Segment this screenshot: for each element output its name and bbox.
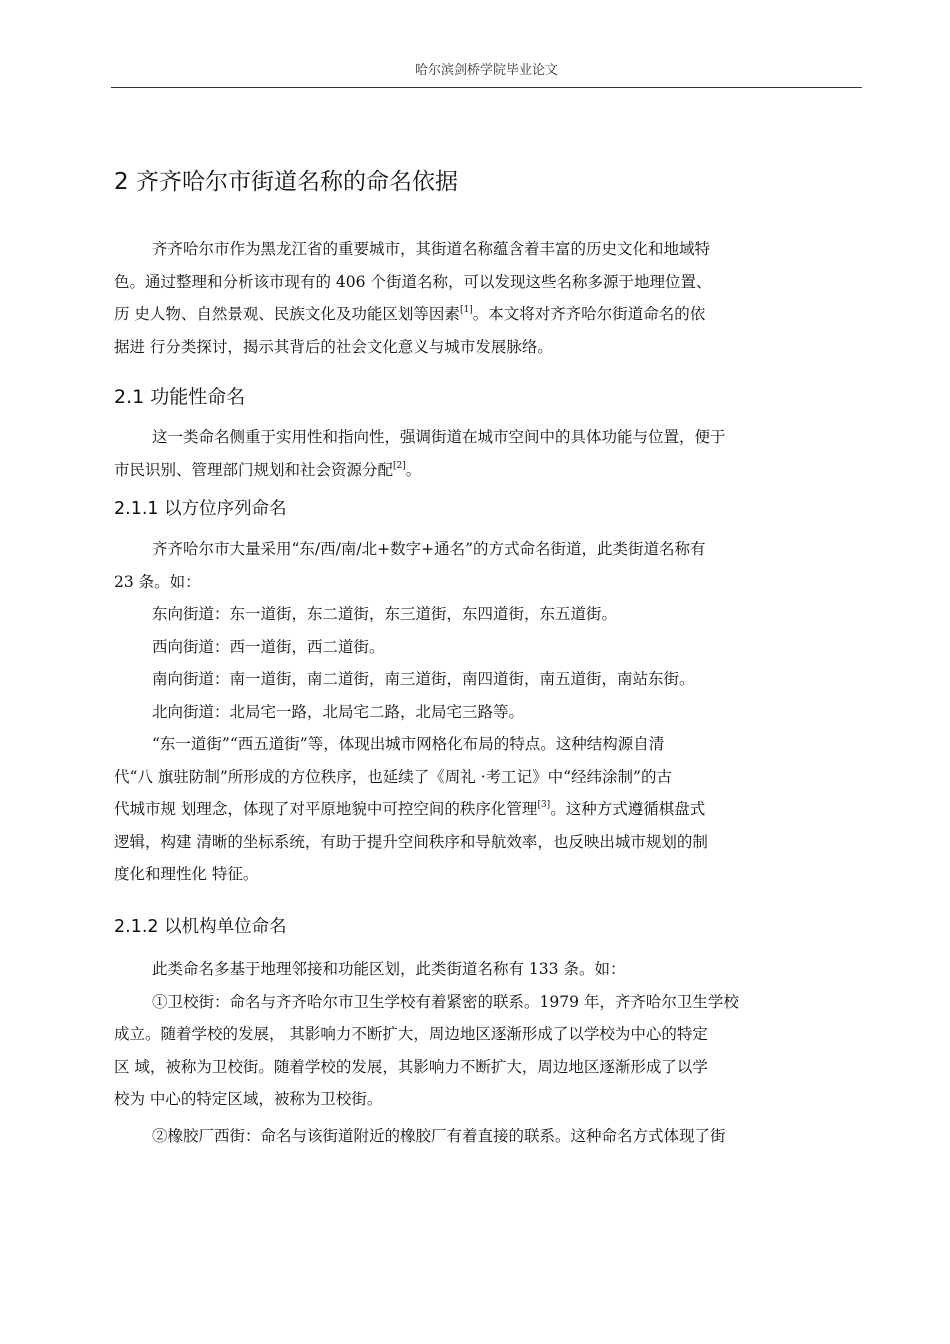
citation-ref: [3] bbox=[537, 800, 551, 810]
text-line: ②橡胶厂西街：命名与该街道附近的橡胶厂有着直接的联系。这种命名方式体现了街 bbox=[152, 1127, 726, 1145]
list-item-south: 南向街道：南一道街，南二道街，南三道街，南四道街，南五道街，南站东街。 bbox=[152, 670, 695, 688]
text-line: 历 史人物、自然景观、民族文化及功能区划等因素[1]。本文将对齐齐哈尔街道命名的依 bbox=[114, 305, 706, 323]
list-item-east: 东向街道：东一道街，东二道街，东三道街，东四道街，东五道街。 bbox=[152, 605, 618, 623]
text-line: 据进 行分类探讨，揭示其背后的社会文化意义与城市发展脉络。 bbox=[114, 337, 553, 356]
text-line: 成立。随着学校的发展， 其影响力不断扩大，周边地区逐渐形成了以学校为中心的特定 bbox=[114, 1025, 708, 1043]
text-line: 逻辑，构建 清晰的坐标系统，有助于提升空间秩序和导航效率，也反映出城市规划的制 bbox=[114, 832, 708, 851]
list-item-weixiao-street: ①卫校街：命名与齐齐哈尔市卫生学校有着紧密的联系。1979 年，齐齐哈尔卫生学校 bbox=[152, 992, 739, 1011]
text-line: 市民识别、管理部门规划和社会资源分配[2]。 bbox=[114, 460, 422, 479]
chapter-title: 2 齐齐哈尔市街道名称的命名依据 bbox=[114, 169, 458, 195]
citation-ref: [1] bbox=[459, 305, 473, 315]
text-line: 齐齐哈尔市作为黑龙江省的重要城市，其街道名称蕴含着丰富的历史文化和地域特 bbox=[152, 240, 711, 258]
section-heading-2-1-2: 2.1.2 以机构单位命名 bbox=[114, 917, 287, 937]
section-heading-2-1-1: 2.1.1 以方位序列命名 bbox=[114, 499, 287, 519]
text-line: 校为 中心的特定区域，被称为卫校街。 bbox=[114, 1090, 383, 1108]
text-line: 23 条。如： bbox=[114, 572, 201, 591]
section-2-1-1-paragraph bbox=[114, 533, 862, 891]
section-heading-2-1: 2.1 功能性命名 bbox=[114, 386, 246, 408]
list-item-rubber-factory-street bbox=[114, 1120, 862, 1153]
text-line: 这一类命名侧重于实用性和指向性，强调街道在城市空间中的具体功能与位置，便于 bbox=[152, 428, 726, 446]
citation-ref: [2] bbox=[393, 460, 406, 471]
header-title: 哈尔滨剑桥学院毕业论文 bbox=[414, 63, 558, 78]
text-line: “东一道街”“西五道街”等，体现出城市网格化布局的特点。这种结构源自清 bbox=[152, 735, 665, 753]
text-line: 区 域，被称为卫校街。随着学校的发展，其影响力不断扩大，周边地区逐渐形成了以学 bbox=[114, 1057, 708, 1076]
text-line: 代城市规 划理念，体现了对平原地貌中可控空间的秩序化管理[3]。这种方式遵循棋盘式 bbox=[114, 800, 706, 818]
text-line: 代“八 旗驻防制”所形成的方位秩序，也延续了《周礼 ·考工记》中“经纬涂制”的古 bbox=[114, 767, 672, 786]
text-line: 度化和理性化 特征。 bbox=[114, 865, 259, 883]
page-header bbox=[111, 62, 862, 88]
text-line: 色。通过整理和分析该市现有的 406 个街道名称，可以发现这些名称多源于地理位置、 bbox=[114, 272, 712, 291]
text-line: 此类命名多基于地理邻接和功能区划，此类街道名称有 133 条。如： bbox=[152, 960, 626, 978]
section-2-1-paragraph bbox=[114, 421, 862, 486]
list-item-west: 西向街道：西一道街，西二道街。 bbox=[152, 637, 385, 656]
section-2-1-2-paragraph bbox=[114, 953, 862, 1116]
list-item-north: 北向街道：北局宅一路，北局宅二路，北局宅三路等。 bbox=[152, 702, 525, 721]
intro-paragraph bbox=[114, 233, 862, 363]
text-line: 齐齐哈尔市大量采用“东/西/南/北+数字+通名”的方式命名街道，此类街道名称有 bbox=[152, 540, 706, 558]
